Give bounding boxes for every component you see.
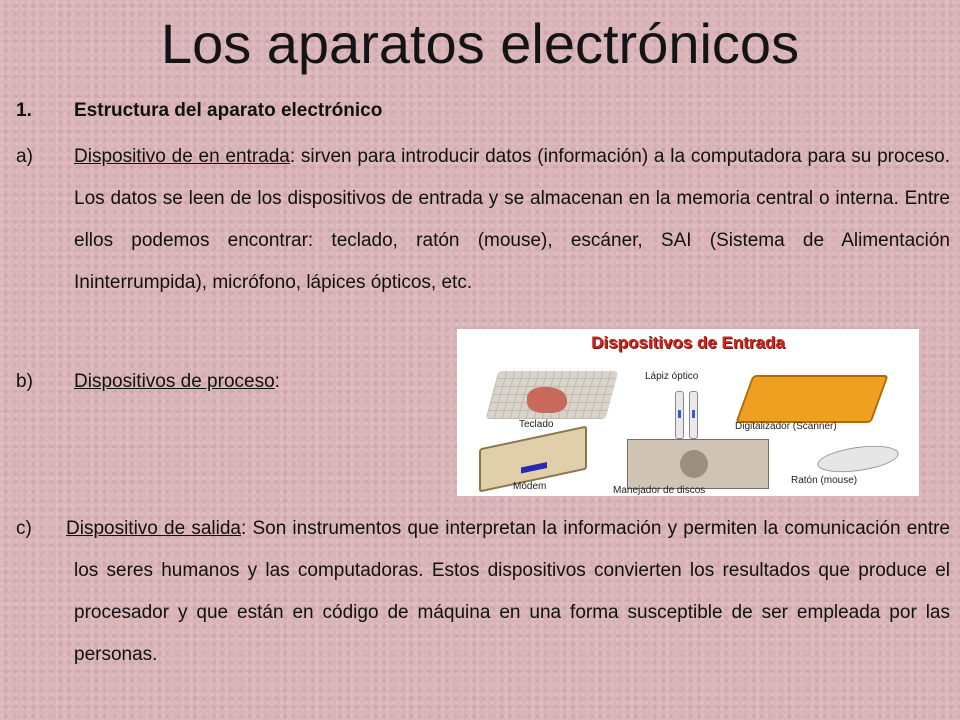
label-keyboard: Teclado [519, 419, 554, 430]
scanner-illustration [735, 375, 888, 423]
item-term: Dispositivos de proceso [74, 371, 275, 392]
section-number: 1. [16, 100, 32, 121]
item-term: Dispositivo de en entrada [74, 146, 290, 167]
figure-title: Dispositivos de Entrada [591, 333, 785, 352]
hand-illustration [527, 387, 567, 413]
disk-drive-illustration [627, 439, 769, 489]
label-modem: Módem [513, 481, 547, 492]
slide-title: Los aparatos electrónicos [160, 12, 800, 75]
label-light-pen: Lápiz óptico [645, 371, 699, 382]
label-disk-drive: Manejador de discos [613, 485, 706, 496]
item-marker: a) [16, 146, 33, 167]
light-pen-illustration [675, 391, 684, 439]
item-term: Dispositivo de salida [66, 518, 241, 539]
item-text: : sirven para introducir datos (información) a la computadora para su proceso. Los datos se leen de los dispositivos de entrada y se almacenan en la memoria central o interna. Entre ellos podemos encontrar: teclado, ratón (mouse), escáner, SAI (Sistema de Alimentación Ininterrumpida), micrófono, lápices ópticos, etc. [74, 146, 950, 293]
item-text: : Son instrumentos que interpretan la información y permiten la comunicación entre los seres humanos y las computadoras. Estos dispositivos convierten los resultados que produce el procesador y que están en código de máquina en una forma susceptible de ser empleada por las personas. [74, 518, 951, 665]
light-pen-illustration [689, 391, 698, 439]
mouse-illustration [816, 441, 901, 476]
item-marker: c) [16, 518, 32, 539]
list-item-output-devices [16, 508, 950, 676]
input-devices-image [457, 329, 919, 496]
section-heading [16, 96, 382, 126]
section-heading-text: Estructura del aparato electrónico [74, 100, 383, 121]
item-marker: b) [16, 371, 33, 392]
label-mouse: Ratón (mouse) [791, 475, 858, 486]
item-text: : [274, 371, 280, 392]
label-scanner: Digitalizador (Scanner) [735, 421, 837, 432]
list-item-input-devices [16, 136, 950, 304]
